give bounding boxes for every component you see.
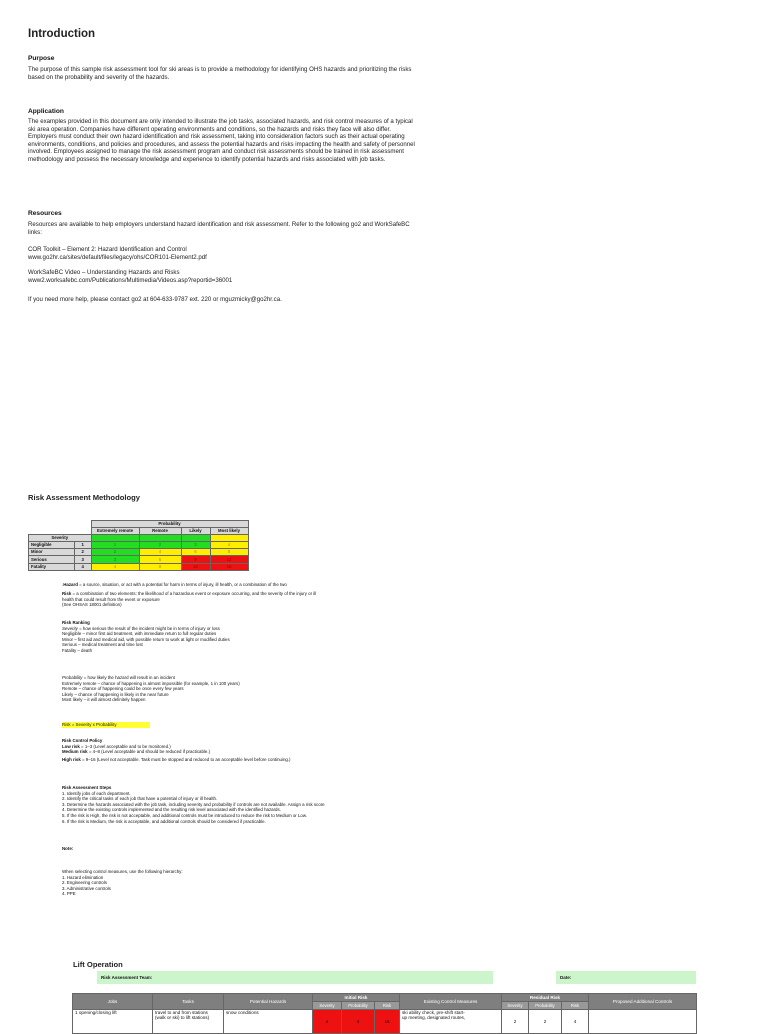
application-line: The examples provided in this document are only intended to illustrate the job tasks, associated hazards, and risk control measures of a typical xyxy=(28,118,413,125)
note-block xyxy=(62,869,183,897)
policy-low-term: Low risk xyxy=(62,743,80,749)
methodology-title: Risk Assessment Methodology xyxy=(28,493,140,502)
severity-row-num: 3 xyxy=(75,556,92,563)
prob-col-header: Likely xyxy=(181,528,210,535)
risk-definition xyxy=(62,591,316,608)
application-line: Employers must conduct their own hazard identification and risk assessment, taking into consideration factors such as their actual operating xyxy=(28,133,405,141)
residual-risk-cell[interactable]: 4 xyxy=(562,1010,589,1034)
policy-high-term: High risk xyxy=(62,756,81,762)
intro-title: Introduction xyxy=(28,28,96,40)
risk-term: Risk xyxy=(62,591,72,596)
matrix-cell: 4 xyxy=(91,563,139,570)
application-heading: Application xyxy=(28,108,64,115)
video-block xyxy=(28,269,518,284)
step-item: 3. Determine the hazards associated with the job task, including severity and probability if controls are not available. Assign a risk score xyxy=(62,801,325,807)
col-hazards: Potential Hazards xyxy=(224,994,313,1010)
task-line: (walk or ski) to lift stations) xyxy=(155,1015,210,1020)
risk-assessment-team-field[interactable]: Risk Assessment Team: xyxy=(97,971,493,984)
note-item: 3. Administrative controls xyxy=(62,885,111,891)
note-heading xyxy=(62,846,73,852)
job-cell[interactable] xyxy=(73,1010,153,1034)
step-item: 1. Identify jobs of each department. xyxy=(62,790,131,796)
risk-text: = a combination of two elements: the likelihood of a hazardous event or exposure occurring, and the severity of the injury or ill xyxy=(71,591,317,596)
existing-line: up meeting, designated routes, xyxy=(402,1015,466,1020)
application-line: methodology and possess the necessary knowledge and experience to identify potential hazards and risks associated with job tasks. xyxy=(28,155,386,163)
steps-heading: Risk Assessment Steps xyxy=(62,785,112,790)
probability-def: = how likely the hazard will result in an incident xyxy=(82,675,175,680)
severity-row-num: 4 xyxy=(75,563,92,570)
prob-col-header: Extremely remote xyxy=(91,528,139,535)
probability-term: Probability xyxy=(62,675,83,680)
step-item: 6. If the risk is Medium, the risk is acceptable, and additional controls should be considered if practicable. xyxy=(62,818,266,824)
application-line: ski area operation. Companies have different operating environments and conditions, so the hazards and risks they face will also differ. xyxy=(28,125,391,133)
col-proposed-controls: Proposed Additional Controls xyxy=(589,994,697,1010)
contact-line: If you need more help, please contact go2 at 604-633-9787 ext. 220 or mguzmicky@go2hr.ca. xyxy=(28,296,282,303)
step-item: 5. If the risk is High, the risk is not acceptable, and additional controls must be introduced to reduce the risk to Medium or Low. xyxy=(62,812,308,818)
severity-def: = how serious the result of the incident might be in terms of injury or loss xyxy=(77,625,220,631)
step-item: 4. Determine the existing controls implemented and the resulting risk level associated with the identified hazards. xyxy=(62,807,281,813)
purpose-heading: Purpose xyxy=(28,55,55,62)
col-residual-probability: Probability xyxy=(529,1002,562,1010)
resources-line: links: xyxy=(28,228,42,236)
video-link[interactable]: www2.worksafebc.com/Publications/Multimedia/Videos.asp?reportid=36001 xyxy=(28,276,233,284)
matrix-cell: 6 xyxy=(139,556,181,563)
resources-heading: Resources xyxy=(28,210,62,217)
col-residual-risk: Residual Risk xyxy=(502,994,589,1002)
probability-line: Likely – chance of happening is likely in the near future xyxy=(62,691,169,697)
hazard-definition: .Hazard = a source, situation, or act with a potential for harm in terms of injury, ill health, or a combination of the two xyxy=(62,582,287,587)
severity-row-num: 2 xyxy=(75,549,92,556)
matrix-cell: 8 xyxy=(210,549,248,556)
col-initial-risk: Initial Risk xyxy=(313,994,400,1002)
residual-severity-cell[interactable]: 2 xyxy=(502,1010,529,1034)
note-item: 2. Engineering controls xyxy=(62,880,107,886)
severity-line: Negligible – minor first aid treatment, with immediate return to full regular duties xyxy=(62,631,217,637)
col-existing-controls: Existing Control Measures xyxy=(400,994,502,1010)
probability-line: Extremely remote – chance of happening is almost impossible (for example, 1 in 100 years) xyxy=(62,680,240,686)
col-initial-risk-score: Risk xyxy=(375,1002,400,1010)
video-title: WorkSafeBC Video – Understanding Hazards and Risks xyxy=(28,269,180,276)
cor-toolkit-link[interactable]: www.go2hr.ca/sites/default/files/legacy/ohs/COR101-Element2.pdf xyxy=(28,253,207,261)
purpose-line: based on the probability and severity of the hazards. xyxy=(28,73,170,81)
severity-header: Severity xyxy=(29,535,92,542)
matrix-cell: 6 xyxy=(181,549,210,556)
probability-line: Most likely – it will almost definitely happen xyxy=(62,697,146,703)
severity-row-label: Negligible xyxy=(29,542,75,549)
existing-controls-cell[interactable] xyxy=(400,1010,502,1034)
matrix-cell: 8 xyxy=(139,563,181,570)
policy-heading: Risk Control Policy xyxy=(62,738,103,743)
matrix-cell: 2 xyxy=(139,542,181,549)
existing-line: ski ability check, pre-shift start- xyxy=(402,1010,465,1015)
probability-header: Probability xyxy=(91,521,248,528)
cor-toolkit-block xyxy=(28,246,518,261)
matrix-cell: 12 xyxy=(181,563,210,570)
matrix-cell: 4 xyxy=(210,542,248,549)
severity-row-num: 1 xyxy=(75,542,92,549)
task-line: travel to and from stations xyxy=(155,1010,208,1015)
note-intro: When selecting control measures, use the following hierarchy: xyxy=(62,869,183,874)
table-row xyxy=(73,1010,697,1034)
matrix-cell: 3 xyxy=(181,542,210,549)
severity-row-label: Minor xyxy=(29,549,75,556)
note-item: 1. Hazard elimination xyxy=(62,874,104,880)
matrix-cell: 9 xyxy=(181,556,210,563)
lift-risk-table xyxy=(72,993,697,1034)
col-jobs: Jobs xyxy=(73,994,153,1010)
step-item: 2. Identify the critical tasks of each job that have a potential of injury or ill health. xyxy=(62,796,218,802)
cor-toolkit-title: COR Toolkit – Element 2: Hazard Identification and Control xyxy=(28,246,187,253)
hazard-term: Hazard xyxy=(63,582,78,587)
date-field[interactable]: Date: xyxy=(556,971,696,984)
risk-text-line2: health that could result from the event or exposure xyxy=(62,596,160,602)
hazard-text: = a source, situation, or act with a potential for harm in terms of injury, ill health, or a combination of the two xyxy=(77,582,287,587)
severity-term: Severity xyxy=(62,625,78,631)
application-paragraph xyxy=(28,118,518,164)
lift-operation-title: Lift Operation xyxy=(73,960,123,969)
probability-line: Remote – chance of happening could be once every few years xyxy=(62,686,184,692)
policy-med-term: Medium risk xyxy=(62,749,88,755)
col-residual-severity: Severity xyxy=(502,1002,529,1010)
matrix-cell: 12 xyxy=(210,556,248,563)
risk-matrix xyxy=(28,520,249,571)
policy-low-text: = 1–3 (Level acceptable and to be monitored.) xyxy=(79,743,171,749)
matrix-cell: 3 xyxy=(91,556,139,563)
initial-severity-cell[interactable]: 4 xyxy=(313,1010,342,1034)
matrix-cell: 16 xyxy=(210,563,248,570)
severity-row-label: Fatality xyxy=(29,563,75,570)
policy-med-text: = 4–8 (Level acceptable and should be reduced if practicable.) xyxy=(87,749,211,755)
risk-assessment-steps xyxy=(62,785,325,824)
hazard-cell[interactable]: snow conditions xyxy=(224,1010,313,1034)
probability-block xyxy=(62,675,240,703)
prob-col-header: Most likely xyxy=(210,528,248,535)
col-tasks: Tasks xyxy=(153,994,224,1010)
risk-formula xyxy=(62,722,150,728)
col-initial-severity: Severity xyxy=(313,1002,342,1010)
severity-line: Fatality – death xyxy=(62,647,93,653)
row-number: 1 xyxy=(75,1010,78,1015)
matrix-cell: 1 xyxy=(91,542,139,549)
col-residual-risk-score: Risk xyxy=(562,1002,589,1010)
note-heading-text: Note: xyxy=(62,846,74,851)
resources-line: Resources are available to help employers understand hazard identification and risk assessment. Refer to the following go2 and WorkSafeBC xyxy=(28,221,410,228)
col-initial-probability: Probability xyxy=(342,1002,375,1010)
severity-line: Serious – medical treatment and time lost xyxy=(62,642,143,648)
initial-risk-cell[interactable]: 16 xyxy=(375,1010,400,1034)
application-line: environments, conditions, and policies and procedures, and assess the potential hazards and risks impacting the health and safety of personnel xyxy=(28,140,415,148)
initial-probability-cell[interactable]: 4 xyxy=(342,1010,375,1034)
risk-formula-highlight: Risk = Severity x Probability xyxy=(62,722,150,728)
residual-probability-cell[interactable]: 2 xyxy=(529,1010,562,1034)
proposed-controls-cell[interactable] xyxy=(589,1010,697,1034)
severity-line: Minor – first aid and medical aid, with possible return to work at light or modified duties xyxy=(62,636,230,642)
risk-text-line3: (See OHSAS 18001 definition) xyxy=(62,602,122,608)
job-name: opening/closing lift xyxy=(78,1010,117,1015)
purpose-paragraph xyxy=(28,66,518,81)
ranking-heading: Risk Ranking xyxy=(62,620,90,625)
risk-ranking-block xyxy=(62,620,230,654)
resources-paragraph xyxy=(28,221,518,236)
note-item: 4. PPE xyxy=(62,891,76,897)
severity-row-label: Serious xyxy=(29,556,75,563)
application-line: involved. Employees assigned to manage the risk assessment program and conduct risk assessments should be trained in risk assessment xyxy=(28,148,404,156)
prob-col-header: Remote xyxy=(139,528,181,535)
purpose-line: The purpose of this sample risk assessment tool for ski areas is to provide a methodology for identifying OHS hazards and prioritizing the risks xyxy=(28,66,412,73)
policy-high-text: = 9–16 (Level not acceptable. Task must be stopped and reduced to an acceptable level before continuing.) xyxy=(80,756,291,762)
risk-control-policy xyxy=(62,738,291,762)
matrix-cell: 4 xyxy=(139,549,181,556)
matrix-cell: 2 xyxy=(91,549,139,556)
task-cell[interactable] xyxy=(153,1010,224,1034)
